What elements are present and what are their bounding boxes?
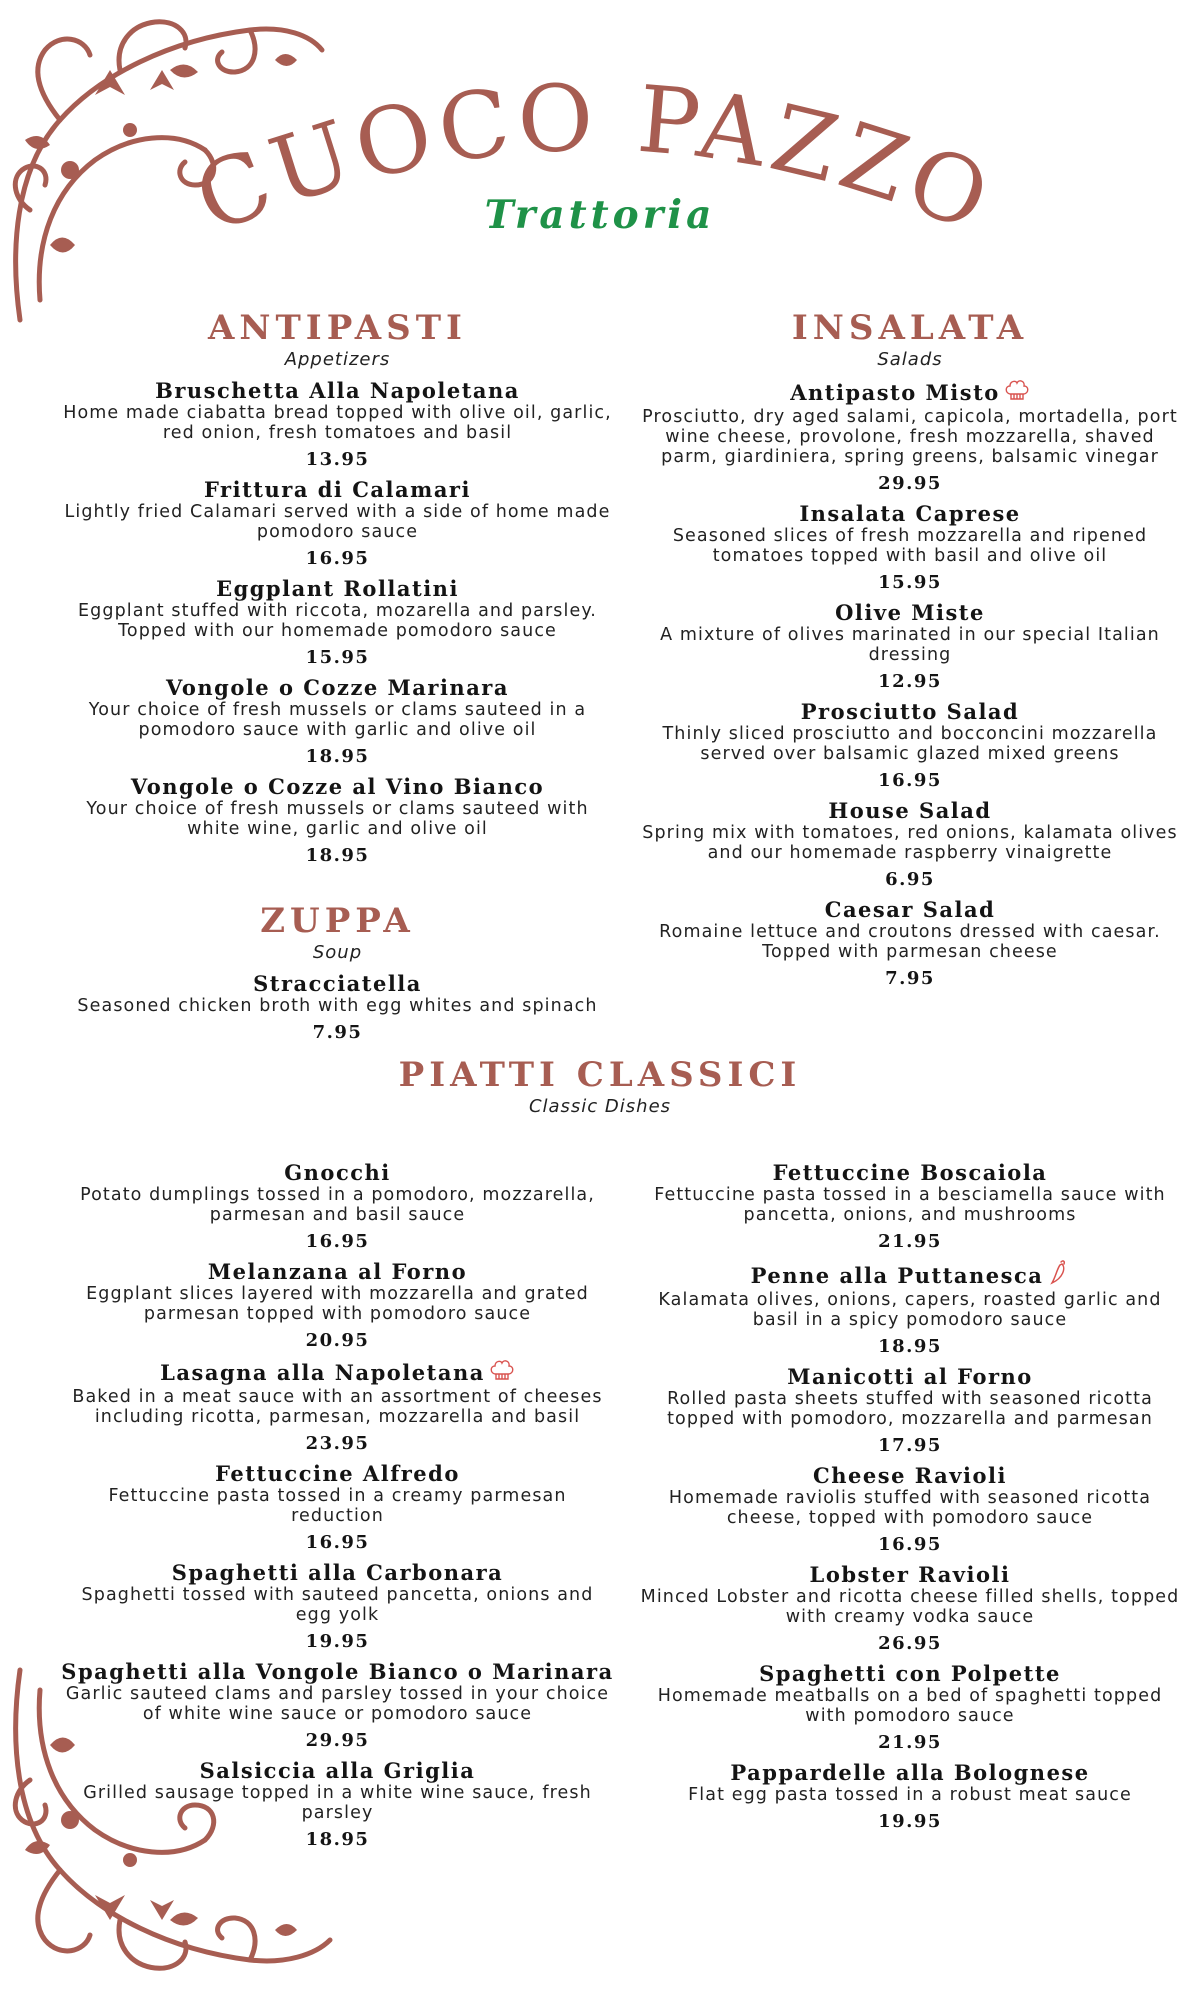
item-price: 16.95 [878,1534,942,1555]
classici-right-column [630,1160,1190,1839]
section-subtitle: Appetizers [284,349,391,370]
item-price: 21.95 [878,1732,942,1753]
item-price: 16.95 [305,1532,370,1553]
item-description: Baked in a meat sauce with an assortment of cheeses including ricotta, parmesan, mozzarella and basil [72,1387,603,1427]
item-description: Rolled pasta sheets stuffed with seasoned ricotta topped with pomodoro, mozzarella and parmesan [667,1389,1153,1429]
item-description: Potato dumplings tossed in a pomodoro, mozzarella, parmesan and basil sauce [80,1185,595,1225]
item-name-text: Melanzana al Forno [207,1259,468,1284]
item-price: 26.95 [878,1633,942,1654]
item-name-text: Fettuccine Alfredo [215,1461,460,1486]
menu-item [55,1160,620,1254]
svg-text:CUOCO PAZZO: CUOCO PAZZO [181,64,1009,255]
item-name [630,600,1190,625]
item-price: 18.95 [878,1336,942,1357]
item-price: 23.95 [305,1433,370,1454]
item-description: Eggplant stuffed with riccota, mozarella and parsley. Topped with our homemade pomodoro sauce [78,601,597,641]
item-price: 19.95 [878,1811,942,1832]
item-name [630,798,1190,823]
item-name [55,971,620,996]
classici-left-column [55,1160,620,1857]
item-description: Grilled sausage topped in a white wine sauce, fresh parsley [83,1783,592,1823]
menu-list [55,378,620,868]
item-description: Your choice of fresh mussels or clams sauteed with white wine, garlic and olive oil [86,799,589,839]
item-name-text: Antipasto Misto [790,380,1000,405]
item-name-text: House Salad [828,798,992,823]
item-name-text: Bruschetta Alla Napoletana [155,378,520,403]
antipasti-section [55,308,620,1050]
item-description: Prosciutto, dry aged salami, capicola, mortadella, port wine cheese, provolone, fresh mozzarella, shaved parm, giardiniera, spring greens, balsamic vinegar [642,407,1178,467]
item-description: Eggplant slices layered with mozzarella and grated parmesan topped with pomodoro sauce [86,1284,589,1324]
item-name-text: Caesar Salad [824,897,996,922]
item-name-text: Spaghetti con Polpette [759,1661,1061,1686]
menu-item [630,1160,1190,1254]
item-name [630,897,1190,922]
item-name-text: Vongole o Cozze al Vino Bianco [130,774,545,799]
item-name [630,1562,1190,1587]
item-price: 29.95 [878,473,942,494]
menu-item [630,897,1190,991]
menu-item [630,1364,1190,1458]
section-subtitle: Soup [312,942,363,963]
item-description: Homemade meatballs on a bed of spaghetti topped with pomodoro sauce [657,1686,1163,1726]
item-description: Romaine lettuce and croutons dressed with caesar. Topped with parmesan cheese [659,922,1161,962]
item-name-text: Eggplant Rollatini [216,576,459,601]
item-name-text: Vongole o Cozze Marinara [166,675,509,700]
menu-list [630,378,1190,991]
item-name-text: Insalata Caprese [799,501,1021,526]
section-title: PIATTI CLASSICI [398,1055,802,1095]
restaurant-subtitle: Trattoria [484,192,716,238]
item-name [630,1259,1190,1290]
item-name [630,378,1190,407]
item-name [630,501,1190,526]
item-description: Home made ciabatta bread topped with olive oil, garlic, red onion, fresh tomatoes and basil [63,403,612,443]
menu-item [55,1259,620,1353]
item-description: Seasoned chicken broth with egg whites and spinach [77,996,598,1016]
item-name-text: Fettuccine Boscaiola [772,1160,1048,1185]
menu-item [55,971,620,1045]
item-name [55,378,620,403]
item-name-text: Salsiccia alla Griglia [199,1758,476,1783]
item-name [630,1160,1190,1185]
menu-item [630,1463,1190,1557]
item-name-text: Gnocchi [284,1160,391,1185]
item-price: 13.95 [305,449,370,470]
menu-item [630,501,1190,595]
item-name-text: Lasagna alla Napoletana [160,1360,485,1385]
menu-item [55,477,620,571]
item-name-text: Pappardelle alla Bolognese [730,1760,1090,1785]
section-title: ZUPPA [260,901,415,941]
item-name [55,1659,620,1684]
item-description: Flat egg pasta tossed in a robust meat sauce [688,1785,1132,1805]
item-price: 29.95 [305,1730,370,1751]
item-price: 17.95 [878,1435,942,1456]
item-name-text: Cheese Ravioli [813,1463,1007,1488]
item-name-text: Stracciatella [253,971,422,996]
item-price: 16.95 [305,548,370,569]
chili-pepper-icon [1047,1259,1069,1290]
item-name [55,1560,620,1585]
menu-item [55,774,620,868]
item-name [630,699,1190,724]
item-price: 16.95 [878,770,942,791]
item-name [630,1364,1190,1389]
chef-hat-icon [489,1358,515,1387]
item-description: Kalamata olives, onions, capers, roasted garlic and basil in a spicy pomodoro sauce [658,1290,1162,1330]
menu-item [630,378,1190,496]
item-name [55,1461,620,1486]
menu-item [55,1758,620,1852]
item-name-text: Spaghetti alla Vongole Bianco o Marinara [61,1659,614,1684]
item-name-text: Lobster Ravioli [809,1562,1011,1587]
item-description: Homemade raviolis stuffed with seasoned ricotta cheese, topped with pomodoro sauce [668,1488,1152,1528]
menu-item [55,675,620,769]
section-title: ANTIPASTI [208,308,467,348]
item-description: Minced Lobster and ricotta cheese filled shells, topped with creamy vodka sauce [640,1587,1180,1627]
item-name [55,1358,620,1387]
menu-item [55,576,620,670]
menu-item [630,1760,1190,1834]
menu-item [55,1461,620,1555]
item-name [55,774,620,799]
menu-list [55,1160,620,1852]
item-name-text: Penne alla Puttanesca [750,1263,1044,1288]
item-name [55,1160,620,1185]
restaurant-name [140,20,1040,280]
item-description: Fettuccine pasta tossed in a besciamella sauce with pancetta, onions, and mushrooms [654,1185,1166,1225]
menu-item [630,600,1190,694]
item-name-text: Frittura di Calamari [204,477,471,502]
menu-item [55,1560,620,1654]
item-price: 7.95 [885,968,935,989]
item-price: 16.95 [305,1231,370,1252]
item-name [55,477,620,502]
menu-list [630,1160,1190,1834]
section-title: INSALATA [791,308,1029,348]
item-price: 15.95 [878,572,942,593]
chef-hat-icon [1004,378,1030,407]
item-description: Your choice of fresh mussels or clams sauteed in a pomodoro sauce with garlic and olive oil [88,700,587,740]
item-name-text: Manicotti al Forno [787,1364,1033,1389]
item-price: 15.95 [305,647,370,668]
menu-item [630,1562,1190,1656]
item-price: 19.95 [305,1631,370,1652]
item-name-text: Prosciutto Salad [800,699,1020,724]
item-price: 20.95 [305,1330,370,1351]
menu-item [55,1358,620,1456]
item-name [630,1760,1190,1785]
item-price: 18.95 [305,746,370,767]
item-description: Lightly fried Calamari served with a side of home made pomodoro sauce [64,502,611,542]
item-name-text: Olive Miste [835,600,985,625]
section-subtitle: Salads [877,349,943,370]
item-name [630,1463,1190,1488]
item-name [55,1259,620,1284]
menu-item [55,1659,620,1753]
item-name [55,1758,620,1783]
item-description: Spring mix with tomatoes, red onions, kalamata olives and our homemade raspberry vinaigrette [642,823,1178,863]
item-price: 21.95 [878,1231,942,1252]
item-name [55,576,620,601]
item-description: Garlic sauteed clams and parsley tossed in your choice of white wine sauce or pomodoro sauce [65,1684,610,1724]
menu-item [630,699,1190,793]
item-price: 12.95 [878,671,942,692]
menu-item [55,378,620,472]
item-price: 7.95 [312,1022,363,1043]
item-description: Fettuccine pasta tossed in a creamy parmesan reduction [108,1486,567,1526]
menu-item [630,798,1190,892]
classici-header [0,1055,1200,1125]
item-price: 18.95 [305,1829,370,1850]
menu-item [630,1259,1190,1359]
item-price: 18.95 [305,845,370,866]
item-price: 6.95 [885,869,935,890]
item-name [55,675,620,700]
item-description: Spaghetti tossed with sauteed pancetta, onions and egg yolk [81,1585,594,1625]
menu-list [55,971,620,1045]
item-name-text: Spaghetti alla Carbonara [171,1560,504,1585]
item-description: Thinly sliced prosciutto and bocconcini mozzarella served over balsamic glazed mixed greens [662,724,1158,764]
insalata-section [630,308,1190,996]
section-subtitle: Classic Dishes [528,1096,672,1117]
item-description: Seasoned slices of fresh mozzarella and ripened tomatoes topped with basil and olive oil [672,526,1148,566]
item-name [630,1661,1190,1686]
menu-item [630,1661,1190,1755]
item-description: A mixture of olives marinated in our special Italian dressing [660,625,1160,665]
